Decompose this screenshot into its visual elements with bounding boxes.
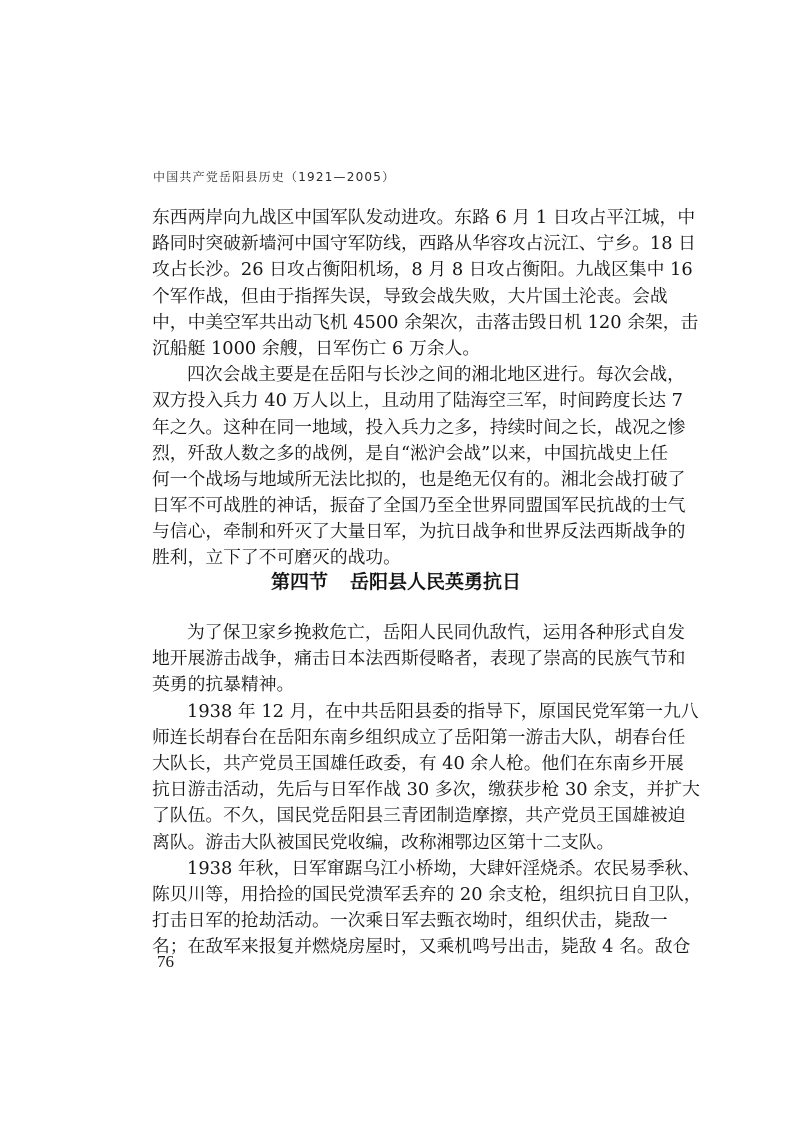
text-line: 中，中美空军共出动飞机 4500 余架次，击落击毁日机 120 余架，击: [152, 311, 699, 333]
text-line: 东西两岸向九战区中国军队发动进攻。东路 6 月 1 日攻占平江城，中: [152, 207, 696, 228]
text-line: 何一个战场与地域所无法比拟的，也是绝无仅有的。湘北会战打破了: [152, 468, 686, 490]
text-line: 1938 年 12 月，在中共岳阳县委的指导下，原国民党军第一九八: [187, 700, 699, 722]
text-line: 名；在敌军来报复并燃烧房屋时，又乘机鸣号出击，毙敌 4 名。敌仓: [152, 936, 691, 958]
text-line: 陈贝川等，用拾捡的国民党溃军丢弃的 20 余支枪，组织抗日自卫队，: [152, 883, 702, 905]
text-line: 打击日军的抢劫活动。一次乘日军去甄衣坳时，组织伏击，毙敌一: [152, 910, 668, 932]
text-line: 英勇的抗暴精神。: [152, 674, 295, 696]
text-line: 为了保卫家乡挽救危亡，岳阳人民同仇敌忾，运用各种形式自发: [187, 622, 685, 643]
text-line: 1938 年秋，日军窜踞乌江小桥坳，大肆奸淫烧杀。农民易季秋、: [187, 857, 701, 879]
page-number: 76: [157, 952, 174, 971]
running-header: 中国共产党岳阳县历史（1921—2005）: [153, 170, 396, 184]
paragraph: [152, 362, 686, 572]
section-heading: [152, 567, 640, 594]
text-line: 年之久。这种在同一地域，投入兵力之多，持续时间之长，战况之惨: [152, 416, 686, 438]
section-number: 第四节: [270, 571, 328, 593]
paragraph: [152, 620, 686, 699]
text-line: 与信心，牵制和歼灭了大量日军，为抗日战争和世界反法西斯战争的: [152, 521, 686, 543]
body-text-bottom: [152, 620, 702, 960]
paragraph: [152, 205, 699, 362]
paragraph: [152, 856, 702, 961]
text-line: 日军不可战胜的神话，振奋了全国乃至全世界同盟国军民抗战的士气: [152, 495, 686, 517]
section-title: 岳阳县人民英勇抗日: [350, 571, 522, 593]
text-line: 师连长胡春台在岳阳东南乡组织成立了岳阳第一游击大队，胡春台任: [152, 726, 686, 748]
text-line: 地开展游击战争，痛击日本法西斯侵略者，表现了崇高的民族气节和: [152, 648, 686, 670]
text-line: 大队长，共产党员王国雄任政委，有 40 余人枪。他们在东南乡开展: [152, 752, 684, 774]
text-line: 离队。游击大队被国民党收编，改称湘鄂边区第十二支队。: [152, 831, 615, 853]
body-text-top: [152, 205, 699, 572]
text-line: 四次会战主要是在岳阳与长沙之间的湘北地区进行。每次会战，: [187, 364, 685, 386]
text-line: 路同时突破新墙河中国守军防线，西路从华容攻占沅江、宁乡。18 日: [152, 233, 696, 255]
text-line: 沉船艇 1000 余艘，日军伤亡 6 万余人。: [152, 337, 481, 359]
text-line: 抗日游击活动，先后与日军作战 30 多次，缴获步枪 30 余支，并扩大: [152, 779, 700, 801]
text-line: 个军作战，但由于指挥失误，导致会战失败，大片国土沦丧。会战: [152, 285, 668, 307]
paragraph: [152, 699, 700, 856]
text-line: 了队伍。不久，国民党岳阳县三青团制造摩擦，共产党员王国雄被迫: [152, 805, 686, 827]
text-line: 烈，歼敌人数之多的战例，是自“淞沪会战”以来，中国抗战史上任: [152, 442, 669, 464]
text-line: 攻占长沙。26 日攻占衡阳机场，8 月 8 日攻占衡阳。九战区集中 16: [152, 259, 693, 281]
text-line: 双方投入兵力 40 万人以上，且动用了陆海空三军，时间跨度长达 7: [152, 390, 683, 412]
text-line: 胜利，立下了不可磨灭的战功。: [152, 547, 401, 569]
